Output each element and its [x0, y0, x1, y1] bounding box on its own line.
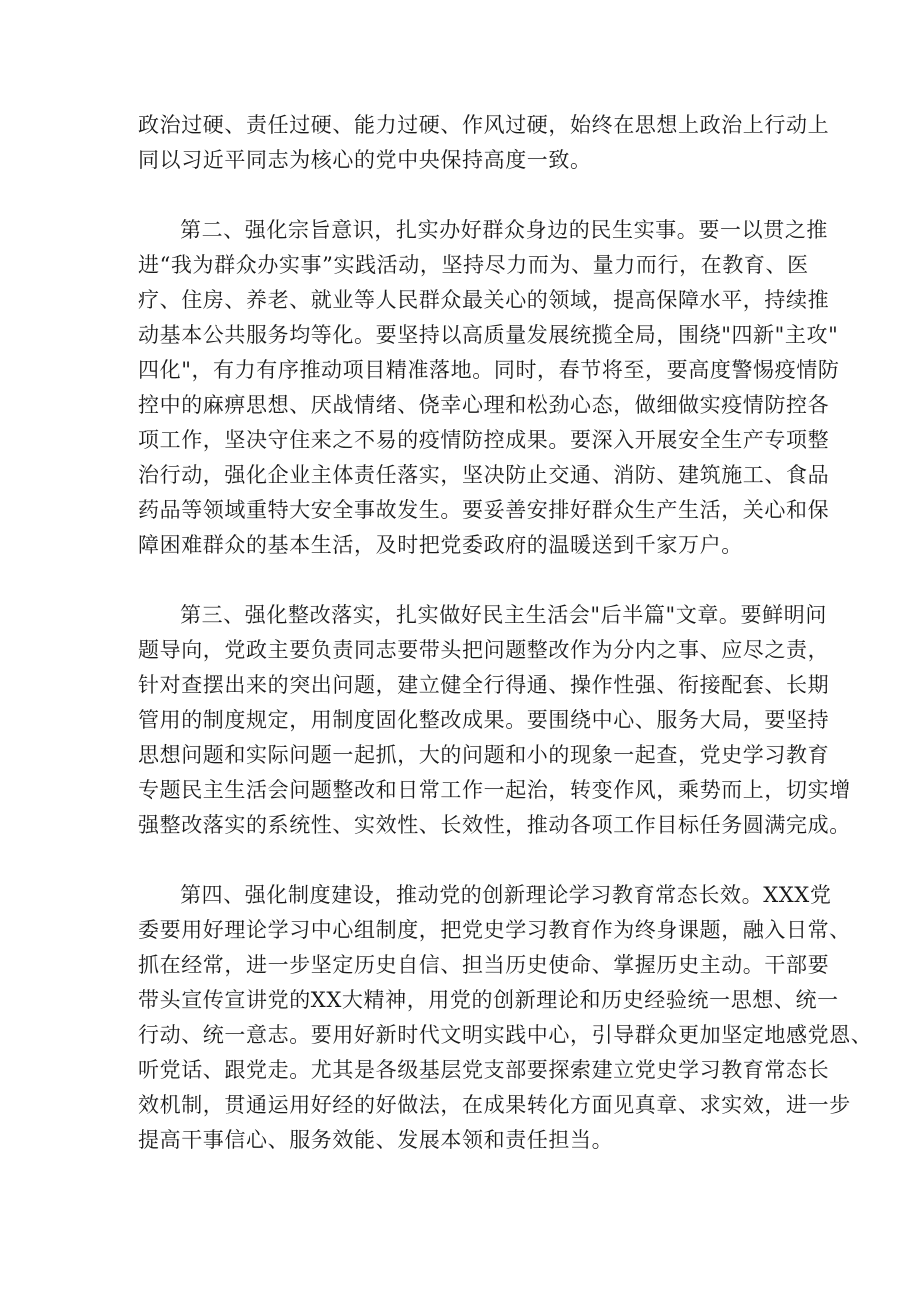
- text-line: 思想问题和实际问题一起抓，大的问题和小的现象一起查，党史学习教育: [138, 743, 830, 767]
- text-line: 强整改落实的系统性、实效性、长效性，推动各项工作目标任务圆满完成。: [138, 813, 851, 837]
- text-line: 控中的麻痹思想、厌战情绪、侥幸心理和松劲心态，做细做实疫情防控各: [138, 393, 830, 417]
- text-line: 疗、住房、养老、就业等人民群众最关心的领域，提高保障水平，持续推: [138, 288, 830, 312]
- text-line: 提高干事信心、服务效能、发展本领和责任担当。: [138, 1128, 614, 1152]
- text-line: 听党话、跟党走。尤其是各级基层党支部要探索建立党史学习教育常态长: [138, 1058, 830, 1082]
- text-line: 障困难群众的基本生活，及时把党委政府的温暖送到千家万户。: [138, 533, 743, 557]
- text-line: 委要用好理论学习中心组制度，把党史学习教育作为终身课题，融入日常、: [138, 918, 851, 942]
- text-line: 动基本公共服务均等化。要坚持以高质量发展统揽全局，围绕"四新"主攻": [138, 323, 839, 347]
- text-line: 进“我为群众办实事”实践活动，坚持尽力而为、量力而行，在教育、医: [138, 253, 809, 277]
- text-line: 抓在经常，进一步坚定历史自信、担当历史使命、掌握历史主动。干部要: [138, 953, 830, 977]
- text-line: 药品等领域重特大安全事故发生。要妥善安排好群众生产生活，关心和保: [138, 498, 830, 522]
- text-line: 题导向，党政主要负责同志要带头把问题整改作为分内之事、应尽之责，: [138, 638, 830, 662]
- text-line: 效机制，贯通运用好经的好做法，在成果转化方面见真章、求实效，进一步: [138, 1093, 851, 1117]
- text-line: 第三、强化整改落实，扎实做好民主生活会"后半篇"文章。要鲜明问: [180, 603, 827, 627]
- paragraph-third: [138, 598, 851, 843]
- text-line: 四化"，有力有序推动项目精准落地。同时，春节将至，要高度警惕疫情防: [138, 358, 840, 382]
- text-line: 治行动，强化企业主体责任落实，坚决防止交通、消防、建筑施工、食品: [138, 463, 830, 487]
- paragraph-second: [138, 213, 840, 563]
- text-line: 政治过硬、责任过硬、能力过硬、作风过硬，始终在思想上政治上行动上: [138, 113, 830, 137]
- text-line: 项工作，坚决守住来之不易的疫情防控成果。要深入开展安全生产专项整: [138, 428, 830, 452]
- text-line: 带头宣传宣讲党的XX大精神，用党的创新理论和历史经验统一思想、统一: [138, 988, 839, 1012]
- text-line: 第四、强化制度建设，推动党的创新理论学习教育常态长效。XXX党: [180, 883, 832, 907]
- paragraph-continuation: [138, 108, 830, 178]
- paragraph-spacer: [138, 843, 798, 878]
- paragraph-spacer: [138, 178, 798, 213]
- text-line: 管用的制度规定，用制度固化整改成果。要围绕中心、服务大局，要坚持: [138, 708, 830, 732]
- text-line: 同以习近平同志为核心的党中央保持高度一致。: [138, 148, 592, 172]
- text-line: 针对查摆出来的突出问题，建立健全行得通、操作性强、衔接配套、长期: [138, 673, 830, 697]
- paragraph-spacer: [138, 563, 798, 598]
- text-line: 专题民主生活会问题整改和日常工作一起治，转变作风，乘势而上，切实增: [138, 778, 851, 802]
- paragraph-fourth: [138, 878, 873, 1158]
- text-line: 行动、统一意志。要用好新时代文明实践中心，引导群众更加坚定地感党恩、: [138, 1023, 873, 1047]
- text-line: 第二、强化宗旨意识，扎实办好群众身边的民生实事。要一以贯之推: [180, 218, 828, 242]
- document-body: [138, 108, 873, 1158]
